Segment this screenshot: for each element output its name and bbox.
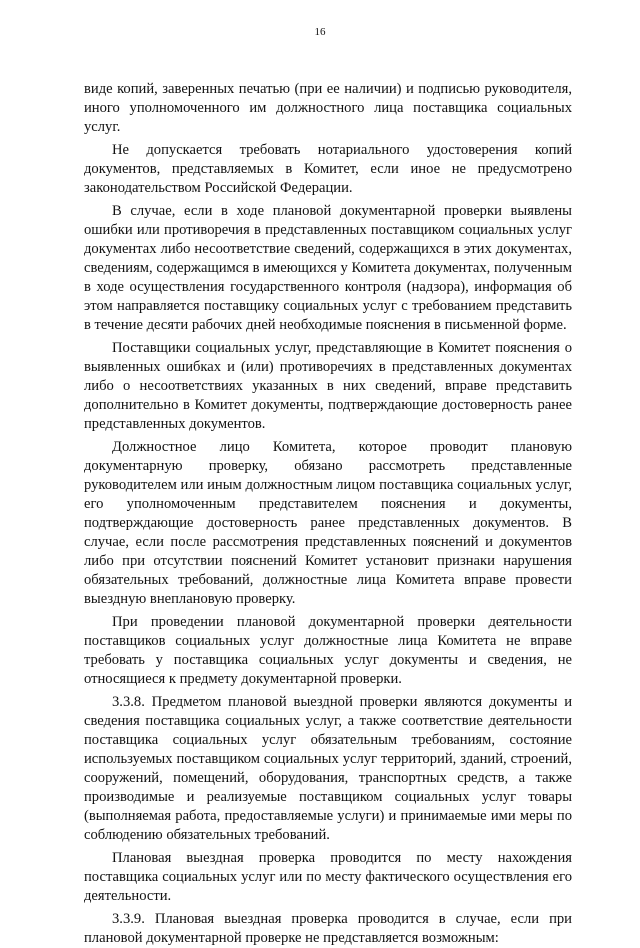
paragraph-restrictions: При проведении плановой документарной проверки деятельности поставщиков социальных услуг должностные лица Комитета не вправе требовать у поставщика социальных услуг документы и сведения, не относящиеся к предмету документарной проверки. [84, 614, 572, 687]
paragraph-copies-certified: виде копий, заверенных печатью (при ее наличии) и подписью руководителя, иного уполномоченного им должностного лица поставщика социальных услуг. [84, 81, 572, 135]
page-number: 16 [314, 26, 326, 38]
document-body [84, 80, 572, 948]
paragraph-notarization: Не допускается требовать нотариального удостоверения копий документов, представляемых в Комитет, если иное не предусмотрено законодательством Российской Федерации. [84, 142, 572, 196]
paragraph-3-3-9: 3.3.9. Плановая выездная проверка проводится в случае, если при плановой документарной проверке не представляется возможным: [84, 911, 572, 946]
paragraph-explanations: Поставщики социальных услуг, представляющие в Комитет пояснения о выявленных ошибках и (или) противоречиях в представленных документах либо о несоответствиях указанных в них сведений, вправе представить дополнительно в Комитет документы, подтверждающие достоверность ранее представленных документов. [84, 340, 572, 432]
paragraph-3-3-8: 3.3.8. Предметом плановой выездной проверки являются документы и сведения поставщика социальных услуг, а также соответствие деятельности поставщика социальных услуг обязательным требованиям, состояние используемых поставщиком социальных услуг территорий, зданий, строений, сооружений, помещений, оборудования, транспортных средств, а также производимые и реализуемые поставщиком социальных услуг товары (выполняемая работа, предоставляемые услуги) и принимаемые ими меры по соблюдению обязательных требований. [84, 694, 572, 843]
paragraph-official-review: Должностное лицо Комитета, которое проводит плановую документарную проверку, обязано рассмотреть представленные руководителем или иным должностным лицом поставщика социальных услуг, его уполномоченным представителем пояснения и документы, подтверждающие достоверность ранее представленных документов. В случае, если после рассмотрения представленных пояснений и документов либо при отсутствии пояснений Комитет установит признаки нарушения обязательных требований, должностные лица Комитета вправе провести выездную внеплановую проверку. [84, 439, 572, 607]
paragraph-errors-found: В случае, если в ходе плановой документарной проверки выявлены ошибки или противоречия в представленных поставщиком социальных услуг документах либо несоответствие сведений, содержащихся в этих документах, сведениям, содержащимся в имеющихся у Комитета документах, полученным в ходе осуществления государственного контроля (надзора), информация об этом направляется поставщику социальных услуг с требованием представить в течение десяти рабочих дней необходимые пояснения в письменной форме. [84, 203, 572, 333]
paragraph-onsite-location: Плановая выездная проверка проводится по месту нахождения поставщика социальных услуг или по месту фактического осуществления его деятельности. [84, 850, 572, 904]
